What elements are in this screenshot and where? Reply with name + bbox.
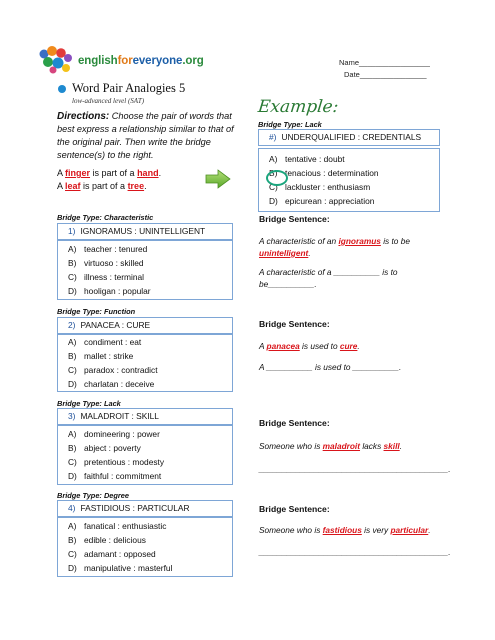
q3-bridge-type: Bridge Type: Lack (57, 399, 121, 408)
q3-choices (57, 425, 233, 485)
q2-bridge-label: Bridge Sentence: (259, 319, 330, 329)
example-word-pair: #) UNDERQUALIFIED : CREDENTIALS (258, 129, 440, 146)
site-name: englishforeveryone.org (78, 55, 204, 67)
choice-a[interactable]: A) tentative : doubt (269, 154, 345, 164)
choice-b[interactable]: B) abject : poverty (68, 443, 141, 453)
q4-bridge-type: Bridge Type: Degree (57, 491, 130, 500)
choice-d[interactable]: D) epicurean : appreciation (269, 196, 375, 206)
page-title: Word Pair Analogies 5 (72, 81, 186, 95)
choice-d[interactable]: D) manipulative : masterful (68, 563, 173, 573)
q2-word-pair: 2) PANACEA : CURE (57, 317, 233, 334)
choice-b[interactable]: B) edible : delicious (68, 535, 146, 545)
choice-d[interactable]: D) hooligan : popular (68, 286, 151, 296)
choice-d[interactable]: D) charlatan : deceive (68, 379, 155, 389)
selected-answer-circle (266, 170, 288, 186)
level-subtitle: low-advanced level (SAT) (72, 97, 145, 105)
date-field[interactable]: Date________________ (344, 70, 427, 79)
q4-word-pair: 4) FASTIDIOUS : PARTICULAR (57, 500, 233, 517)
choice-b[interactable]: B) mallet : strike (68, 351, 134, 361)
choice-c[interactable]: C) paradox : contradict (68, 365, 158, 375)
q4-sentence-2[interactable]: _________________________________________. (259, 547, 451, 557)
name-field[interactable]: Name_________________ (339, 58, 430, 67)
example-sentence-1: A finger is part of a hand. (57, 168, 162, 178)
q1-sentence-1: A characteristic of an ignoramus is to be unintelligent. (259, 236, 410, 258)
choice-a[interactable]: A) teacher : tenured (68, 244, 148, 254)
q4-choices (57, 517, 233, 577)
choice-a[interactable]: A) condiment : eat (68, 337, 142, 347)
choice-d[interactable]: D) faithful : commitment (68, 471, 162, 481)
q3-bridge-label: Bridge Sentence: (259, 418, 330, 428)
q1-bridge-type: Bridge Type: Characteristic (57, 213, 154, 222)
choice-b[interactable]: B) tenacious : determination (269, 168, 379, 178)
q2-bridge-type: Bridge Type: Function (57, 307, 136, 316)
choice-c[interactable]: C) adamant : opposed (68, 549, 156, 559)
q1-bridge-label: Bridge Sentence: (259, 214, 330, 224)
q3-sentence-2[interactable]: _________________________________________. (259, 464, 451, 474)
example-sentence-2: A leaf is part of a tree. (57, 181, 147, 191)
q2-sentence-1: A panacea is used to cure. (259, 341, 360, 351)
q2-choices (57, 334, 233, 392)
q4-bridge-label: Bridge Sentence: (259, 504, 330, 514)
directions: Directions: Choose the pair of words that best express a relationship similar to that of the original pair. Then write the bridge sentence(s) to the right. (57, 111, 234, 160)
choice-c[interactable]: C) lackluster : enthusiasm (269, 182, 371, 192)
q1-sentence-2[interactable]: A characteristic of a __________ is to be__________. (259, 267, 398, 289)
bullet-icon (58, 85, 66, 93)
example-heading: Example: (256, 97, 340, 117)
example-bridge-type: Bridge Type: Lack (258, 120, 322, 129)
q1-choices (57, 240, 233, 300)
q4-sentence-1: Someone who is fastidious is very particular. (259, 525, 431, 535)
choice-c[interactable]: C) pretentious : modesty (68, 457, 165, 467)
q3-word-pair: 3) MALADROIT : SKILL (57, 408, 233, 425)
arrow-right-icon (205, 169, 231, 189)
choice-c[interactable]: C) illness : terminal (68, 272, 145, 282)
choice-a[interactable]: A) fanatical : enthusiastic (68, 521, 167, 531)
q2-sentence-2[interactable]: A __________ is used to __________. (259, 362, 402, 372)
choice-a[interactable]: A) domineering : power (68, 429, 160, 439)
choice-b[interactable]: B) virtuoso : skilled (68, 258, 144, 268)
q3-sentence-1: Someone who is maladroit lacks skill. (259, 441, 402, 451)
logo-icon (38, 45, 74, 75)
q1-word-pair: 1) IGNORAMUS : UNINTELLIGENT (57, 223, 233, 240)
